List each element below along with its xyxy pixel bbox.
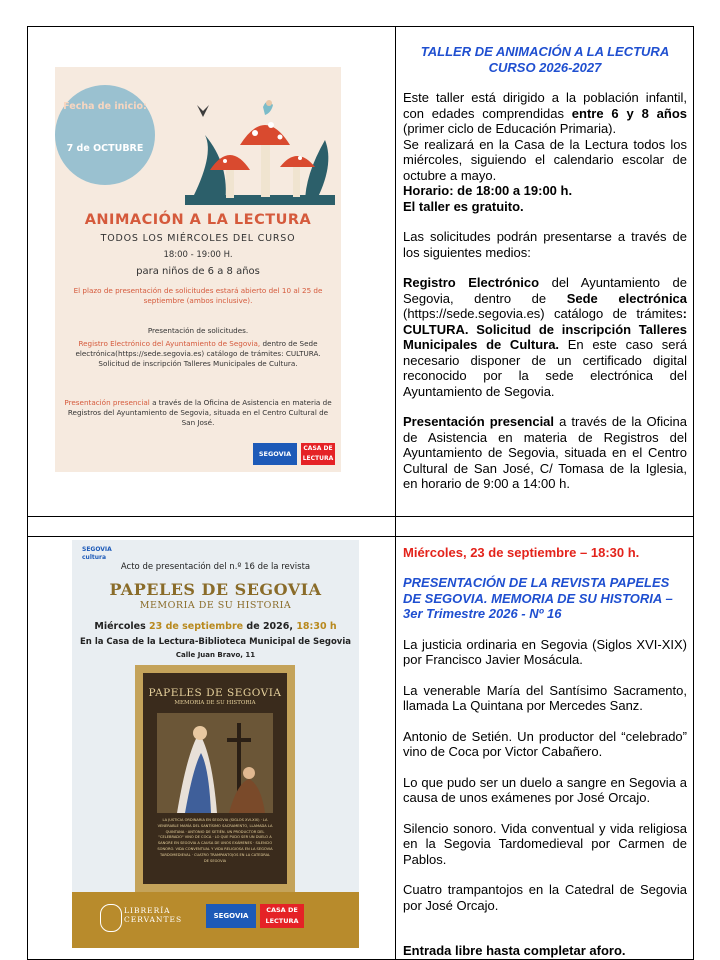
- start-date-label: Fecha de inicio:: [63, 101, 147, 112]
- poster-logos: [253, 443, 335, 465]
- poster-ages: para niños de 6 a 8 años: [136, 266, 260, 277]
- poster-title: PAPELES DE SEGOVIA: [109, 580, 322, 599]
- separator-cell-right: [396, 516, 694, 536]
- poster-subtitle: MEMORIA DE SU HISTORIA: [139, 600, 292, 611]
- casa-lectura-logo: CASA DE LECTURA: [260, 904, 304, 928]
- workshop-description: Este taller está dirigido a la población infantil, con edades comprendidas entre 6 y 8 años (primer ciclo de Educación Primaria).: [403, 90, 687, 136]
- magazine-article-2: La venerable María del Santísimo Sacramento, llamada La Quintana por Mercedes Sanz.: [403, 682, 687, 714]
- poster-footer: [72, 892, 359, 948]
- poster-date: Miércoles 23 de septiembre de 2026, 18:30 h: [94, 621, 337, 632]
- workshop-poster: [55, 67, 341, 472]
- poster-title: ANIMACIÓN A LA LECTURA: [84, 212, 312, 228]
- magazine-date-line: Miércoles, 23 de septiembre – 18:30 h.: [403, 544, 640, 560]
- poster-place: En la Casa de la Lectura-Biblioteca Municipal de Segovia: [80, 637, 351, 647]
- cover-subtitle: MEMORIA DE SU HISTORIA: [174, 700, 256, 706]
- workshop-text-cell: [396, 27, 694, 517]
- magazine-cover: [135, 665, 295, 892]
- workshop-heading-line2: CURSO 2026-2027: [488, 59, 602, 75]
- start-date-badge: [55, 85, 155, 185]
- magazine-poster: [72, 540, 359, 948]
- poster-presencial: Presentación presencial a través de la Oficina de Asistencia en materia de Registros del Ayuntamiento de Segovia, situada en el Centro Cultural de San José.: [64, 398, 332, 427]
- poster-subtitle: TODOS LOS MIÉRCOLES DEL CURSO: [100, 233, 296, 244]
- separator-cell-left: [28, 516, 396, 536]
- magazine-heading: PRESENTACIÓN DE LA REVISTA PAPELES DE SEGOVIA. MEMORIA DE SU HISTORIA – 3er Trimestre 2026 - Nº 16: [403, 575, 673, 622]
- poster-hours: 18:00 - 19:00 H.: [163, 250, 233, 260]
- magazine-text-cell: [396, 536, 694, 959]
- poster-street: Calle Juan Bravo, 11: [175, 651, 256, 659]
- workshop-location: Se realizará en la Casa de la Lectura todos los miércoles, siguiendo el calendario escolar de octubre a mayo.: [403, 136, 687, 183]
- start-date-value: 7 de OCTUBRE: [66, 143, 144, 154]
- workshop-electronic-registration: Registro Electrónico del Ayuntamiento de Segovia, dentro de Sede electrónica (https://sede.segovia.es) catálogo de trámites: CULTURA. Solicitud de inscripción Talleres Municipales de Cultura. En este caso será necesario disponer de un certificado digital reconocido por la sede electrónica del Ayuntamiento de Segovia.: [403, 275, 688, 399]
- casa-lectura-logo: CASA DE LECTURA: [301, 443, 335, 465]
- magazine-article-4: Lo que pudo ser un duelo a sangre en Segovia a causa de unos exámenes por José Orcajo.: [403, 774, 687, 806]
- poster-deadline: El plazo de presentación de solicitudes estará abierto del 10 al 25 de septiembre (ambos inclusive).: [73, 286, 323, 305]
- segovia-cultura-logo: SEGOVIA cultura: [82, 546, 112, 561]
- poster-electronic: Registro Electrónico del Ayuntamiento de Segovia, dentro de Sede electrónica(https://sede.segovia.es) catálogo de trámites: CULTURA. Solicitud de inscripción Talleres Municipales de Cultura.: [75, 339, 321, 368]
- magazine-article-3: Antonio de Setién. Un productor del “celebrado” vino de Coca por Victor Cabañero.: [403, 728, 687, 760]
- row-separator: [28, 516, 694, 536]
- workshop-schedule: Horario: de 18:00 a 19:00 h.: [403, 183, 573, 198]
- workshop-presential-registration: Presentación presencial a través de la Oficina de Asistencia en materia de Registros del Ayuntamiento de Segovia, situada en el Centro Cultural de San José, C/ Tomasa de la Iglesia, en horario de 9:00 a 14:00 h.: [403, 414, 687, 491]
- workshop-requests-intro: Las solicitudes podrán presentarse a través de los siguientes medios:: [403, 229, 687, 260]
- workshop-free: El taller es gratuito.: [403, 198, 524, 214]
- segovia-logo: SEGOVIA: [253, 443, 297, 465]
- poster-submit-heading: Presentación de solicitudes.: [147, 326, 249, 335]
- cover-painting: [157, 713, 273, 813]
- libreria-cervantes-logo: LIBRERÍA CERVANTES: [100, 902, 200, 938]
- magazine-article-6: Cuatro trampantojos en la Catedral de Segovia por José Orcajo.: [403, 882, 687, 913]
- cover-title: PAPELES DE SEGOVIA: [148, 687, 282, 699]
- magazine-article-1: La justicia ordinaria en Segovia (Siglos XVI-XIX) por Francisco Javier Mosácula.: [403, 636, 687, 668]
- poster-act: Acto de presentación del n.º 16 de la revista: [120, 562, 311, 572]
- mushrooms-fairy-illustration: [185, 95, 335, 205]
- segovia-logo: SEGOVIA: [206, 904, 256, 928]
- magazine-article-5: Silencio sonoro. Vida conventual y vida religiosa en la Segovia Tardomedieval por Carmen de Pablos.: [403, 820, 687, 867]
- cover-article-list: LA JUSTICIA ORDINARIA EN SEGOVIA (SIGLOS XVI-XIX) · LA VENERABLE MARÍA DEL SANTÍSIMO SACRAMENTO, LLAMADA LA QUINTANA · ANTONIO DE SETIÉN. UN PRODUCTOR DEL "CELEBRADO" VINO DE COCA · LO QUE PUDO SER UN DUELO A SANGRE EN SEGOVIA A CAUSA DE UNOS EXÁMENES · SILENCIO SONORO. VIDA CONVENTUAL Y VIDA RELIGIOSA EN LA SEGOVIA TARDOMEDIEVAL · CUATRO TRAMPANTOJOS EN LA CATEDRAL DE SEGOVIA: [157, 818, 273, 863]
- magazine-closing: Entrada libre hasta completar aforo.: [403, 943, 626, 959]
- workshop-heading-line1: TALLER DE ANIMACIÓN A LA LECTURA: [420, 44, 670, 59]
